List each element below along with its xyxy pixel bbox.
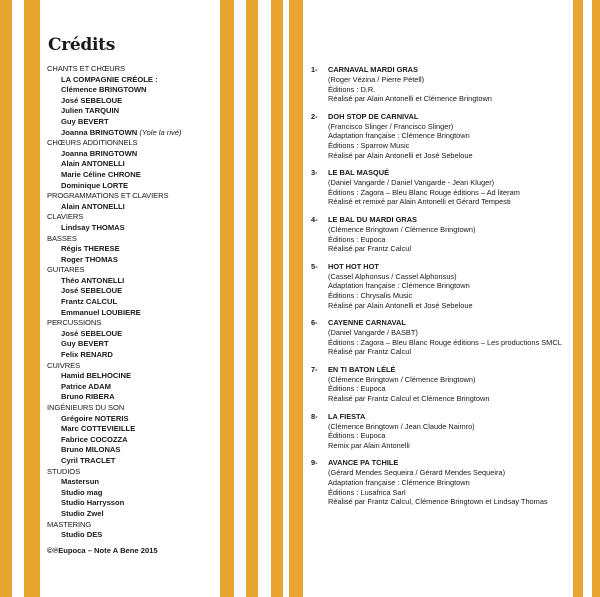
track-header (311, 364, 573, 375)
credit-text: Studio Zwel (61, 508, 104, 518)
credit-text: Joanna BRINGTOWN (61, 148, 138, 158)
credit-text: Julien TARQUIN (61, 106, 120, 116)
credit-text: Dominique LORTE (61, 180, 129, 190)
track-item (311, 111, 573, 160)
credit-category (47, 234, 219, 245)
track-detail-line: (Gérard Mendes Sequeira / Gérard Mendes Sequeira) (328, 468, 506, 478)
track-title: EN TI BATON LÉLÉ (328, 364, 396, 374)
credit-name (47, 329, 219, 340)
credit-name (47, 488, 219, 499)
credit-name (47, 276, 219, 287)
track-title: CAYENNE CARNAVAL (328, 318, 406, 328)
track-detail-line: Adaptation française : Clémence Bringtown (328, 281, 470, 291)
credit-text: Studio DES (61, 530, 103, 540)
stripe (271, 0, 283, 597)
track-detail-line: (Clémence Bringtown / Jean Claude Naimro) (328, 421, 475, 431)
track-detail-line: Éditions : Zagora – Bleu Blanc Rouge éditions – Les productions SMCL (328, 337, 562, 347)
track-number: 1- (311, 65, 318, 74)
track-detail-line: Éditions : Lusafrica Sarl (328, 487, 406, 497)
track-header (311, 261, 573, 272)
track-number: 9- (311, 458, 318, 468)
credit-text: Bruno RIBERA (61, 392, 115, 402)
credit-category (47, 138, 219, 149)
credit-text: Théo ANTONELLI (61, 275, 125, 285)
credit-name (47, 530, 219, 541)
track-title: CARNAVAL MARDI GRAS (328, 65, 418, 74)
track-list (311, 64, 573, 514)
stripe (220, 0, 234, 597)
credit-text: Joanna BRINGTOWN (61, 127, 138, 137)
stripe (24, 0, 40, 597)
track-item (311, 214, 573, 254)
page-title: Crédits (48, 35, 115, 55)
track-title: AVANCE PA TCHILE (328, 458, 399, 468)
credit-name (47, 106, 219, 117)
track-details (311, 225, 573, 254)
track-header (311, 64, 573, 75)
credit-name (47, 159, 219, 170)
credit-name (47, 181, 219, 192)
track-details (311, 422, 573, 451)
track-header (311, 411, 573, 422)
track-header (311, 167, 573, 178)
track-details (311, 75, 573, 104)
track-item (311, 317, 573, 357)
credit-name (47, 244, 219, 255)
credit-text: Guy BEVERT (61, 116, 109, 126)
credit-name (47, 223, 219, 234)
credit-name (47, 170, 219, 181)
credit-name (47, 382, 219, 393)
credit-name (47, 202, 219, 213)
track-detail-line: (Daniel Vangarde / BASBT) (328, 328, 418, 338)
credit-text: Felix RENARD (61, 350, 113, 360)
credit-name (47, 392, 219, 403)
credit-text: Frantz CALCUL (61, 297, 118, 307)
track-detail-line: (Roger Vézina / Pierre Pétell) (328, 75, 425, 84)
credit-text: Mastersun (61, 477, 99, 487)
credit-category (47, 191, 219, 202)
track-detail-line: Réalisé par Frantz Calcul (328, 244, 411, 254)
track-detail-line: Éditions : Eupoca (328, 384, 386, 394)
credit-category (47, 212, 219, 223)
track-detail-line: Éditions : D.R. (328, 84, 376, 94)
track-number: 7- (311, 364, 318, 374)
track-detail-line: (Clémence Bringtown / Clémence Bringtown) (328, 374, 476, 384)
credit-text: José SEBELOUE (61, 95, 123, 105)
credits-panel (40, 30, 220, 575)
stripe (289, 0, 303, 597)
track-detail-line: Éditions : Sparrow Music (328, 140, 410, 150)
credit-text: Roger THOMAS (61, 254, 118, 264)
credit-category (47, 265, 219, 276)
credit-text: Cyril TRACLET (61, 455, 116, 465)
credit-name (47, 456, 219, 467)
credit-text: CUIVRES (47, 360, 81, 370)
track-number: 8- (311, 411, 318, 421)
credit-name (47, 75, 219, 86)
credit-text: Marc COTTEVIEILLE (61, 424, 136, 434)
track-item (311, 364, 573, 404)
credit-name (47, 96, 219, 107)
credit-name (47, 371, 219, 382)
credit-text: Emmanuel LOUBIERE (61, 307, 141, 317)
track-title: LA FIESTA (328, 411, 366, 421)
track-item (311, 167, 573, 207)
tracklist-panel (303, 50, 573, 570)
credit-name (47, 339, 219, 350)
credit-text: Régis THERESE (61, 244, 120, 254)
credit-name (47, 128, 219, 139)
track-detail-line: Éditions : Zagora – Bleu Blanc Rouge éditions – Ad literam (328, 187, 520, 197)
track-detail-line: Réalisé par Frantz Calcul, Clémence Bringtown et Lindsay Thomas (328, 497, 548, 507)
credit-name (47, 477, 219, 488)
credit-note: (Yole la rivé) (139, 127, 182, 137)
credit-text: PERCUSSIONS (47, 318, 102, 328)
track-number: 2- (311, 111, 318, 121)
track-number: 3- (311, 168, 318, 178)
track-detail-line: (Francisco Slinger / Francisco Slinger) (328, 121, 454, 131)
credit-text: CHANTS ET CHŒURS (47, 64, 126, 73)
track-item (311, 457, 573, 506)
credit-text: José SEBELOUE (61, 286, 123, 296)
track-detail-line: Réalisé par Frantz Calcul (328, 347, 411, 357)
credit-text: Grégoire NOTERIS (61, 413, 129, 423)
track-detail-line: (Cassel Alphonsus / Cassel Alphonsus) (328, 271, 457, 281)
track-detail-line: Éditions : Eupoca (328, 431, 386, 441)
stripe (592, 0, 600, 597)
credit-name (47, 286, 219, 297)
credit-name (47, 435, 219, 446)
track-details (311, 375, 573, 404)
track-number: 6- (311, 318, 318, 328)
credit-text: GUITARES (47, 265, 85, 275)
track-title: LE BAL MASQUÉ (328, 168, 390, 178)
credit-text: MASTERING (47, 519, 92, 529)
track-title: LE BAL DU MARDI GRAS (328, 214, 417, 224)
credit-category (47, 361, 219, 372)
credit-text: Lindsay THOMAS (61, 222, 125, 232)
track-detail-line: (Clémence Bringtown / Clémence Bringtown) (328, 224, 476, 234)
track-header (311, 457, 573, 468)
track-detail-line: Réalisé par Alain Antonelli et Clémence Bringtown (328, 94, 492, 104)
stripe (573, 0, 583, 597)
track-details (311, 468, 573, 506)
credit-name (47, 308, 219, 319)
track-title: DOH STOP DE CARNIVAL (328, 111, 419, 121)
credit-text: Patrice ADAM (61, 381, 111, 391)
track-title: HOT HOT HOT (328, 261, 379, 271)
credit-name (47, 498, 219, 509)
track-header (311, 111, 573, 122)
credit-category (47, 318, 219, 329)
credit-category (47, 520, 219, 531)
credit-category (47, 467, 219, 478)
copyright-footer: ©℗Eupoca – Note A Bene 2015 (47, 545, 158, 555)
track-detail-line: Remix par Alain Antonelli (328, 440, 410, 450)
credit-text: LA COMPAGNIE CRÉOLE : (61, 74, 158, 84)
credit-text: CLAVIERS (47, 212, 84, 222)
track-details (311, 122, 573, 160)
credit-name (47, 509, 219, 520)
credit-name (47, 424, 219, 435)
credit-text: Studio mag (61, 487, 103, 497)
credit-name (47, 414, 219, 425)
track-details (311, 328, 573, 357)
track-details (311, 178, 573, 207)
track-header (311, 317, 573, 328)
credit-text: STUDIOS (47, 466, 81, 476)
credit-text: Bruno MILONAS (61, 445, 121, 455)
credit-name (47, 445, 219, 456)
credit-text: BASSES (47, 233, 77, 243)
credit-text: Alain ANTONELLI (61, 201, 125, 211)
credit-category (47, 64, 219, 75)
credit-name (47, 350, 219, 361)
track-detail-line: (Daniel Vangarde / Daniel Vangarde - Jean Kluger) (328, 178, 495, 188)
stripe (246, 0, 258, 597)
track-detail-line: Éditions : Eupoca (328, 234, 386, 244)
track-number: 4- (311, 214, 318, 224)
track-number: 5- (311, 261, 318, 271)
credit-text: PROGRAMMATIONS ET CLAVIERS (47, 191, 169, 201)
credit-name (47, 117, 219, 128)
credit-text: Clémence BRINGTOWN (61, 85, 147, 95)
track-detail-line: Adaptation française : Clémence Bringtown (328, 478, 470, 488)
credit-category (47, 403, 219, 414)
track-detail-line: Éditions : Chrysalis Music (328, 290, 413, 300)
credit-text: Hamid BELHOCINE (61, 371, 132, 381)
track-item (311, 64, 573, 104)
track-item (311, 261, 573, 310)
credit-name (47, 255, 219, 266)
credit-text: INGÉNIEURS DU SON (47, 403, 125, 412)
track-detail-line: Réalisé et remixé par Alain Antonelli et Gérard Tempesti (328, 197, 511, 207)
credit-text: Marie Céline CHRONE (61, 169, 141, 179)
track-item (311, 411, 573, 451)
credit-text: CHŒURS ADDITIONNELS (47, 138, 138, 148)
credit-text: Fabrice COCOZZA (61, 434, 128, 444)
credit-name (47, 297, 219, 308)
credit-text: José SEBELOUE (61, 328, 123, 338)
credit-name (47, 149, 219, 160)
credit-text: Studio Harrysson (61, 498, 125, 508)
track-detail-line: Adaptation française : Clémence Bringtown (328, 131, 470, 141)
credit-text: Guy BEVERT (61, 339, 109, 349)
track-header (311, 214, 573, 225)
track-detail-line: Réalisé par Alain Antonelli et José Sebeloue (328, 300, 473, 310)
credits-list (47, 64, 219, 556)
track-detail-line: Réalisé par Alain Antonelli et José Sebeloue (328, 150, 473, 160)
credit-name (47, 85, 219, 96)
credit-text: Alain ANTONELLI (61, 159, 125, 169)
track-detail-line: Réalisé par Frantz Calcul et Clémence Bringtown (328, 394, 490, 404)
track-details (311, 272, 573, 310)
stripe (0, 0, 12, 597)
